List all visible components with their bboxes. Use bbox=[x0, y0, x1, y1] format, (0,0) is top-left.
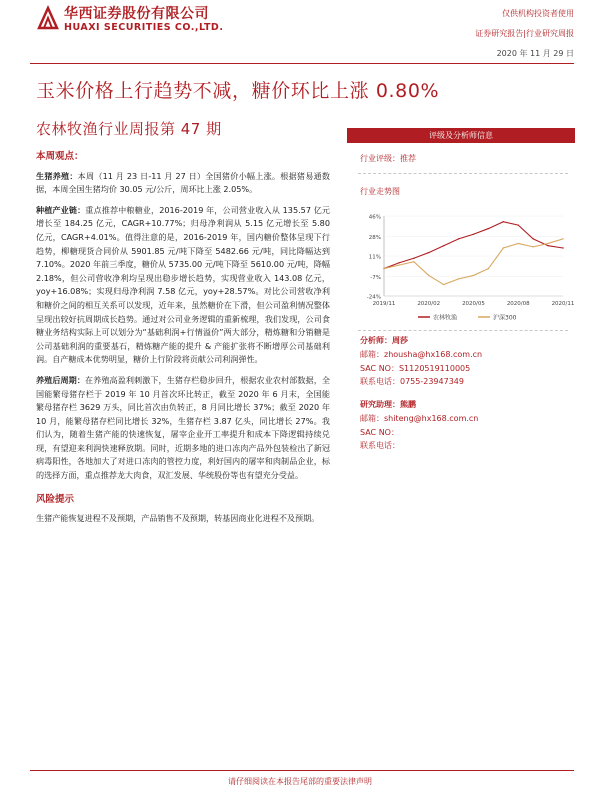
data-point bbox=[413, 261, 414, 262]
report-date: 2020 年 11 月 29 日 bbox=[496, 49, 574, 58]
y-tick-label: 28% bbox=[368, 235, 381, 242]
data-point bbox=[458, 238, 459, 239]
paragraph-label: 种植产业链： bbox=[36, 204, 86, 215]
y-tick-label: -24% bbox=[366, 294, 381, 301]
assistant-phone: 联系电话： bbox=[360, 441, 400, 451]
data-point bbox=[398, 262, 399, 263]
risk-text: 生猪产能恢复进程不及预期，产品销售不及预期，转基因商业化进程不及预期。 bbox=[36, 513, 320, 524]
company-name-en: HUAXI SECURITIES CO.,LTD. bbox=[64, 22, 224, 33]
data-point bbox=[562, 247, 563, 248]
assistant-email: 邮箱：shiteng@hx168.com.cn bbox=[360, 413, 479, 423]
report-title: 玉米价格上行趋势不减，糖价环比上涨 0.80% bbox=[36, 80, 440, 102]
data-point bbox=[458, 278, 459, 279]
sidebar-divider bbox=[358, 330, 568, 331]
assistant-info bbox=[360, 398, 570, 453]
paragraph-text: 在养殖高盈利刺激下，生猪存栏稳步回升，根据农业农村部数据，全国能繁母猪存栏于 2019 年 10 月首次环比转正，截至 2020 年 6 月末，全国能繁母猪存栏 3629 万头，同比首次由负转正，8 月同比增长 37%；截至 2020 年 10 月，能繁母猪存栏同比增长 32%，生猪存栏 3.87 亿头，同比增长 27%。我们认为，随着生猪产能的快速恢复，屠宰企业开工率提升和成本下降逻辑持续兑现，有望迎来利润快速释放期。同时，近期多地的进口冻肉产品外包装检出了新冠病毒阳性，各地加大了对进口冻肉的管控力度，利好国内的屠宰和肉制品企业，标的选择方面，重点推荐龙大肉食，双汇发展、华统股份等也有望充分受益。 bbox=[36, 374, 330, 481]
data-point bbox=[443, 245, 444, 246]
data-point bbox=[443, 284, 444, 285]
paragraph-planting bbox=[36, 204, 330, 367]
analyst-phone: 联系电话：0755-23947349 bbox=[360, 377, 464, 387]
paragraph-label: 生猪养殖： bbox=[36, 170, 78, 181]
data-point bbox=[398, 264, 399, 265]
paragraph-hog bbox=[36, 170, 330, 197]
data-point bbox=[473, 275, 474, 276]
sidebar-divider bbox=[358, 173, 568, 174]
data-point bbox=[532, 238, 533, 239]
paragraph-label: 养殖后周期： bbox=[36, 374, 86, 385]
legend-label: 沪深300 bbox=[493, 314, 517, 322]
data-point bbox=[488, 228, 489, 229]
huaxi-logo-icon bbox=[37, 6, 59, 30]
data-point bbox=[428, 252, 429, 253]
data-point bbox=[518, 224, 519, 225]
y-tick-label: -7% bbox=[370, 275, 381, 282]
data-point bbox=[413, 258, 414, 259]
footer-divider bbox=[30, 770, 574, 771]
data-point bbox=[503, 221, 504, 222]
series-line-1 bbox=[384, 239, 563, 285]
report-subtitle: 农林牧渔行业周报第 47 期 bbox=[36, 120, 222, 138]
data-point bbox=[428, 275, 429, 276]
x-tick-label: 2020/02 bbox=[417, 301, 441, 307]
data-point bbox=[503, 247, 504, 248]
company-name-cn: 华西证券股份有限公司 bbox=[64, 6, 209, 22]
x-tick-label: 2019/11 bbox=[372, 301, 396, 307]
analyst-sac: SAC NO：S1120519110005 bbox=[360, 363, 471, 373]
legend-label: 农林牧渔 bbox=[433, 314, 458, 322]
report-body bbox=[36, 150, 330, 533]
data-point bbox=[562, 238, 563, 239]
data-point bbox=[547, 245, 548, 246]
header-divider bbox=[30, 63, 574, 64]
analyst-name: 分析师：周莎 bbox=[360, 336, 408, 345]
paragraph-text: 重点推荐中粮糖业，2016-2019 年，公司营业收入从 135.57 亿元增长至 184.25 亿元，CAGR+10.77%；归母净利润从 5.15 亿元增长至 5.80 亿元，CAGR+4.01%。值得注意的是，2016-2019 年，国内糖价整体呈现下行趋势，柳糖现货合同价从 5901.85 元/吨下降至 5482.66 元/吨，同比降幅达到 7.10%。2020 年前三季度，糖价从 5735.00 元/吨下降至 5610.00 元/吨，降幅 2.18%，但公司营收净利均呈现出稳步增长趋势，实现营业收入 143.08 亿元，yoy+16.08%；实现归母净利润 7.58 亿元，yoy+28.57%。对比公司营收净利和糖价之间的相互关系可以发现，近年来，虽然糖价在下滑，但公司盈利情况整体呈现出较好抗周期成长趋势。通过对公司业务逻辑的重新梳理，我们发现，公司食糖业务结构实际上可以划分为“基础利润+行情溢价”两大部分，精炼糖和分销糖是公司基础利润的重要基石，精炼糖产能的提升 & 产能扩张将不断增厚公司基础利润。自产糖成本优势明显，糖价上行阶段将贡献公司利润弹性。 bbox=[36, 204, 330, 365]
assistant-name: 研究助理：熊鹏 bbox=[360, 400, 416, 409]
paragraph-text: 本周（11 月 23 日-11 月 27 日）全国猪价小幅上涨。根据猪易通数据，本周全国生猪均价 30.05 元/公斤，周环比上涨 2.05%。 bbox=[36, 170, 330, 195]
assistant-sac: SAC NO： bbox=[360, 427, 399, 437]
data-point bbox=[532, 246, 533, 247]
data-point bbox=[547, 243, 548, 244]
industry-rating: 行业评级：推荐 bbox=[360, 154, 416, 163]
risk-heading: 风险提示 bbox=[36, 493, 75, 505]
data-point bbox=[488, 268, 489, 269]
y-tick-label: 46% bbox=[368, 214, 381, 221]
paragraph-post-cycle bbox=[36, 374, 330, 483]
trend-chart-title: 行业走势图 bbox=[360, 187, 400, 196]
legal-notice-footer: 请仔细阅读在本报告尾部的重要法律声明 bbox=[228, 777, 372, 786]
audience-notice: 仅供机构投资者使用 bbox=[502, 9, 574, 18]
analyst-email: 邮箱：zhousha@hx168.com.cn bbox=[360, 349, 483, 359]
data-point bbox=[518, 243, 519, 244]
y-tick-label: 11% bbox=[368, 254, 381, 261]
x-tick-label: 2020/05 bbox=[462, 301, 485, 307]
analyst-info bbox=[360, 334, 570, 389]
data-point bbox=[473, 234, 474, 235]
report-category: 证券研究报告|行业研究周报 bbox=[475, 29, 574, 38]
section-heading: 本周观点： bbox=[36, 151, 84, 162]
series-line-0 bbox=[384, 222, 563, 269]
x-tick-label: 2020/11 bbox=[551, 301, 575, 307]
industry-trend-chart bbox=[358, 210, 575, 325]
data-point bbox=[383, 268, 384, 269]
rating-panel-header: 评级及分析师信息 bbox=[347, 128, 575, 143]
x-tick-label: 2020/08 bbox=[506, 301, 530, 307]
